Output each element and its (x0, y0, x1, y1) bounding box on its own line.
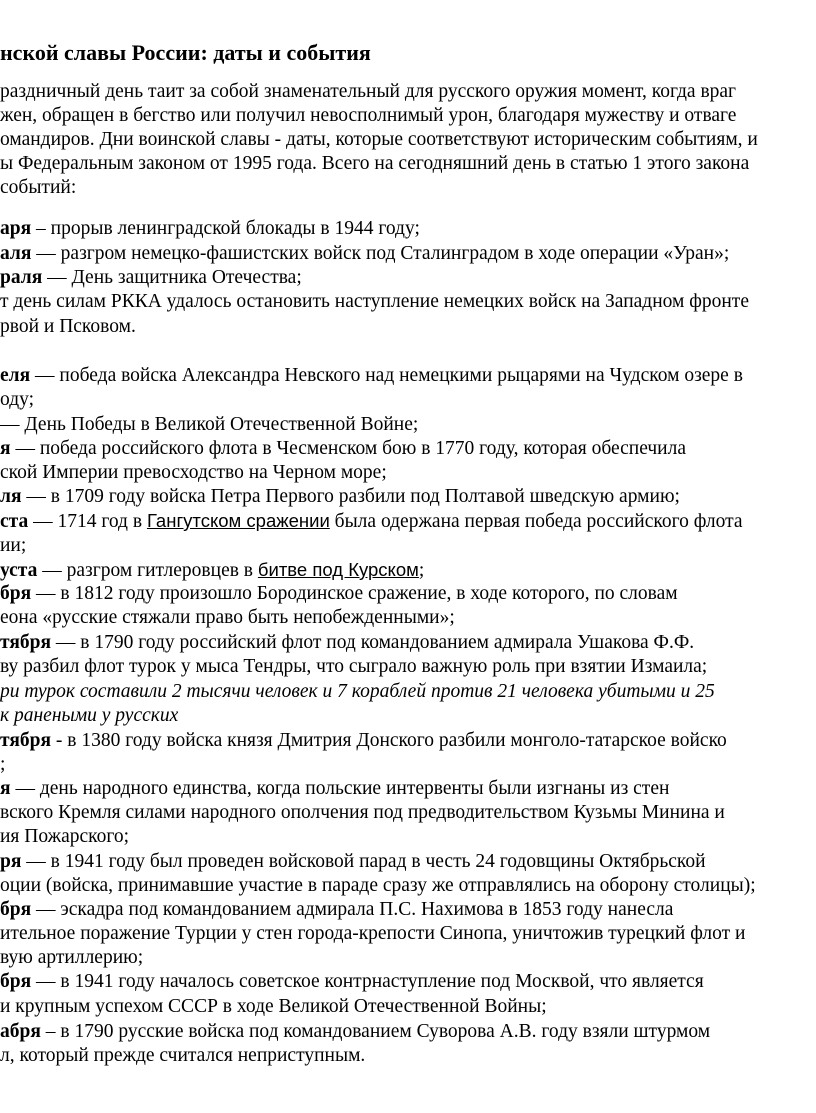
event-line (0, 631, 694, 655)
event-line (0, 704, 178, 728)
event-text: — День Победы в Великой Отечественной Войне; (0, 414, 419, 435)
event-line (0, 655, 707, 679)
event-line (0, 777, 669, 801)
event-line (0, 461, 387, 485)
event-date-bold: ста (0, 511, 29, 532)
event-text: — в 1709 году войска Петра Первого разбили под Полтавой шведскую армию; (21, 486, 680, 507)
event-date-bold: аря (0, 218, 32, 239)
event-text: еона «русские стяжали право быть непобежденными»; (0, 607, 455, 628)
event-text: — в 1941 году началось советское контрнаступление под Москвой, что является (31, 971, 704, 992)
event-text: — 1714 год в (28, 511, 147, 532)
event-note-italic: к ранеными у русских (0, 705, 179, 726)
event-line (0, 874, 756, 898)
intro-line: ы Федеральным законом от 1995 года. Всего на сегодняшний день в статью 1 этого закона (0, 153, 750, 174)
intro-line: раздничный день таит за собой знаменательный для русского оружия момент, когда враг (0, 81, 737, 102)
event-line (0, 606, 455, 630)
event-line (0, 315, 136, 339)
event-date-bold: тября (0, 632, 52, 653)
event-link[interactable]: Гангутском сражении (146, 510, 330, 531)
event-text: и крупным успехом СССР в ходе Великой Отечественной Войны; (0, 996, 547, 1017)
event-date-bold: раля (0, 267, 43, 288)
event-line (0, 364, 743, 388)
event-text: – в 1790 русские войска под командованием Суворова А.В. году взяли штурмом (40, 1021, 711, 1042)
intro-line: событий: (0, 177, 77, 198)
event-link[interactable]: битве под Курском (257, 559, 419, 580)
event-line (0, 485, 680, 509)
event-date-bold: ря (0, 851, 22, 872)
event-line (0, 558, 424, 582)
event-date-bold: бря (0, 583, 32, 604)
event-text: — разгром немецко-фашистских войск под Сталинградом в ходе операции «Уран»; (31, 243, 730, 264)
event-text: — в 1941 году был проведен войсковой парад в честь 24 годовщины Октябрьской (21, 851, 706, 872)
event-text: ия Пожарского; (0, 826, 130, 847)
event-line (0, 825, 129, 849)
event-line (0, 729, 727, 753)
event-date-bold: бря (0, 971, 32, 992)
event-date-bold: бря (0, 899, 32, 920)
event-date-bold: тября (0, 730, 52, 751)
event-text: ; (0, 754, 6, 775)
event-line (0, 850, 706, 874)
event-text: ии; (0, 535, 27, 556)
event-line (0, 801, 725, 825)
event-line (0, 534, 26, 558)
event-text: вского Кремля силами народного ополчения под предводительством Кузьмы Минина и (0, 802, 725, 823)
event-date-bold: я (0, 778, 11, 799)
event-line (0, 680, 715, 704)
event-line (0, 1044, 365, 1068)
event-text: — в 1812 году произошло Бородинское сражение, в ходе которого, по словам (31, 583, 678, 604)
event-date-bold: уста (0, 560, 38, 581)
intro-line: жен, обращен в бегство или получил невосполнимый урон, благодаря мужеству и отваге (0, 105, 737, 126)
event-line (0, 266, 302, 290)
event-line (0, 922, 745, 946)
event-line (0, 388, 34, 412)
event-date-bold: ля (0, 486, 22, 507)
event-text: оции (войска, принимавшие участие в параде сразу же отправлялись на оборону столицы); (0, 875, 756, 896)
event-line (0, 242, 729, 266)
event-text: ительное поражение Турции у стен города-крепости Синопа, уничтожив турецкий флот и (0, 923, 746, 944)
event-line (0, 437, 686, 461)
event-text: — День защитника Отечества; (42, 267, 302, 288)
event-line (0, 413, 418, 437)
event-text: — в 1790 году российский флот под командованием адмирала Ушакова Ф.Ф. (51, 632, 695, 653)
event-line (0, 217, 420, 241)
event-line (0, 995, 547, 1019)
event-text: ; (418, 560, 425, 581)
event-line (0, 290, 749, 314)
event-text: — победа российского флота в Чесменском бою в 1770 году, которая обеспечила (10, 438, 687, 459)
event-line (0, 970, 704, 994)
event-text: — эскадра под командованием адмирала П.С. Нахимова в 1853 году нанесла (31, 899, 674, 920)
event-text: л, который прежде считался неприступным. (0, 1045, 366, 1066)
event-text: оду; (0, 389, 35, 410)
event-text: — разгром гитлеровцев в (37, 560, 258, 581)
event-note-italic: ри турок составили 2 тысячи человек и 7 кораблей против 21 человека убитыми и 25 (0, 681, 715, 702)
event-date-bold: еля (0, 365, 31, 386)
intro-line: омандиров. Дни воинской славы - даты, которые соответствуют историческим событиям, и (0, 129, 758, 150)
event-line (0, 509, 743, 533)
event-text: - в 1380 году войска князя Дмитрия Донского разбили монголо-татарское войско (51, 730, 727, 751)
event-text: вую артиллерию; (0, 947, 144, 968)
event-line (0, 582, 678, 606)
event-date-bold: я (0, 438, 11, 459)
event-date-bold: абря (0, 1021, 41, 1042)
event-line (0, 753, 5, 777)
event-text: — день народного единства, когда польские интервенты были изгнаны из стен (10, 778, 670, 799)
event-text: т день силам РККА удалось остановить наступление немецких войск на Западном фронте (0, 291, 749, 312)
event-text: ву разбил флот турок у мыса Тендры, что сыграло важную роль при взятии Измаила; (0, 656, 708, 677)
page-title: нской славы России: даты и события (0, 40, 371, 65)
event-date-bold: аля (0, 243, 32, 264)
event-text: была одержана первая победа российского флота (329, 511, 743, 532)
event-text: рвой и Псковом. (0, 316, 136, 337)
event-text: — победа войска Александра Невского над немецкими рыцарями на Чудском озере в (30, 365, 743, 386)
event-text: ской Империи превосходство на Черном море; (0, 462, 387, 483)
event-line (0, 1020, 710, 1044)
event-text: – прорыв ленинградской блокады в 1944 году; (31, 218, 420, 239)
event-line (0, 946, 143, 970)
event-line (0, 898, 673, 922)
